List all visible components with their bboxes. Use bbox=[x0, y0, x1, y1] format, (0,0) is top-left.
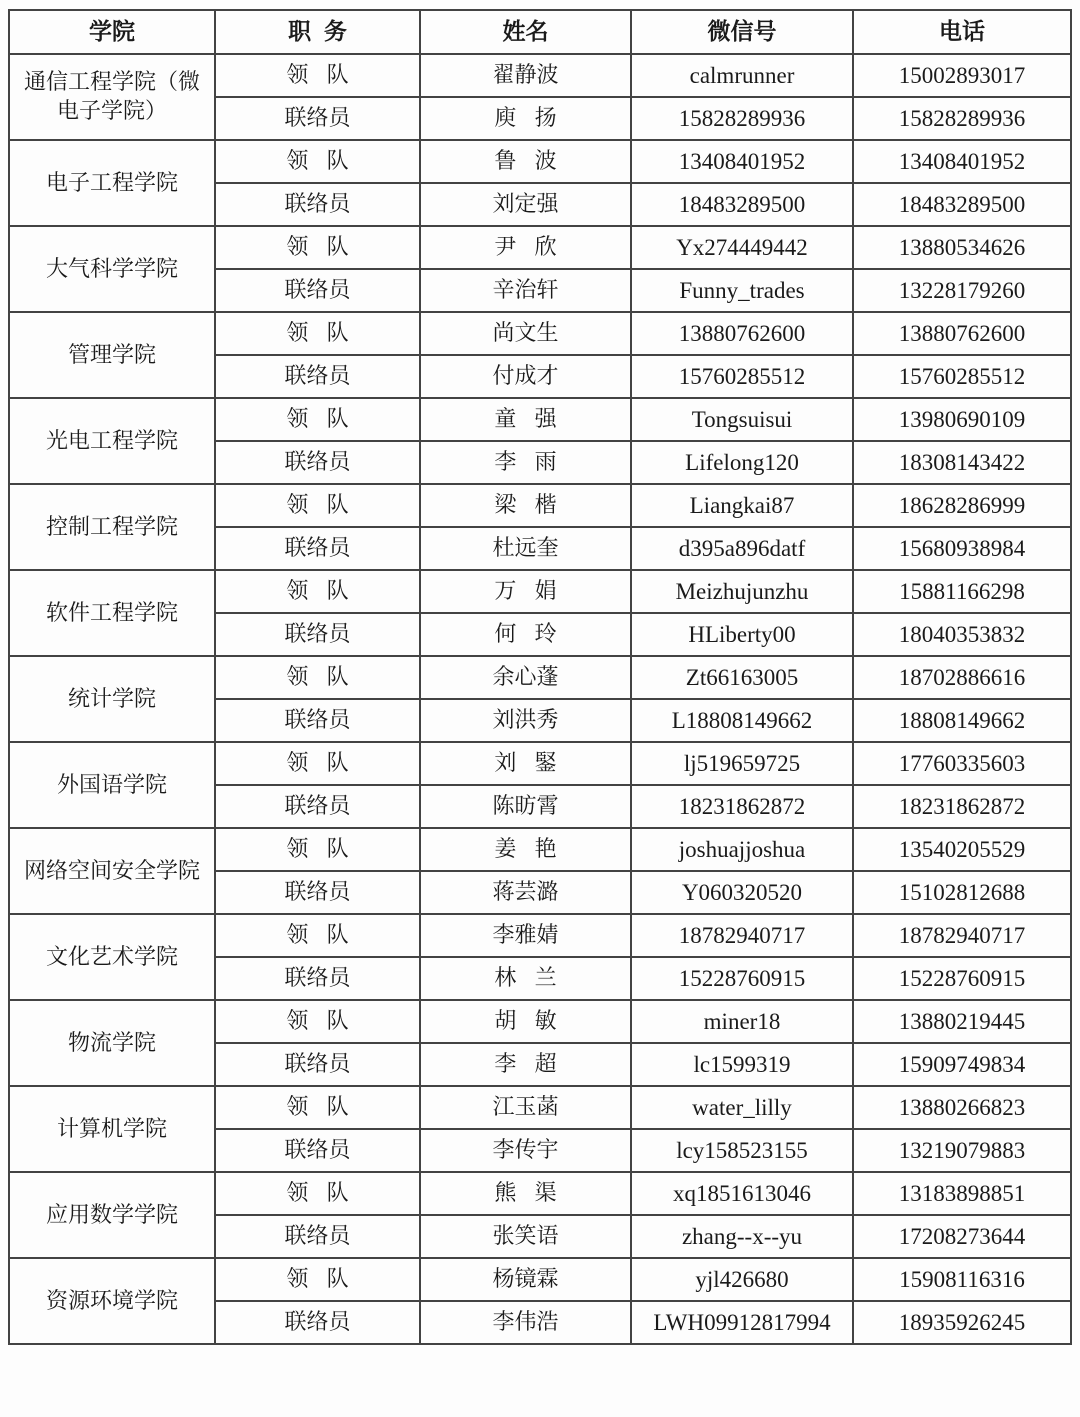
cell-name: 何 玲 bbox=[420, 613, 631, 656]
cell-college: 通信工程学院（微电子学院） bbox=[9, 54, 215, 140]
cell-college: 应用数学学院 bbox=[9, 1172, 215, 1258]
table-row bbox=[9, 742, 1071, 785]
cell-phone: 15828289936 bbox=[853, 97, 1071, 140]
cell-role: 领 队 bbox=[215, 914, 420, 957]
cell-name: 胡 敏 bbox=[420, 1000, 631, 1043]
cell-wechat: d395a896datf bbox=[631, 527, 853, 570]
cell-college: 电子工程学院 bbox=[9, 140, 215, 226]
cell-name: 杨镜霖 bbox=[420, 1258, 631, 1301]
cell-role: 联络员 bbox=[215, 1043, 420, 1086]
cell-role: 领 队 bbox=[215, 828, 420, 871]
cell-phone: 18935926245 bbox=[853, 1301, 1071, 1344]
cell-wechat: 18231862872 bbox=[631, 785, 853, 828]
cell-role: 联络员 bbox=[215, 527, 420, 570]
cell-name: 林 兰 bbox=[420, 957, 631, 1000]
cell-phone: 13540205529 bbox=[853, 828, 1071, 871]
cell-phone: 18782940717 bbox=[853, 914, 1071, 957]
cell-phone: 18231862872 bbox=[853, 785, 1071, 828]
cell-phone: 18702886616 bbox=[853, 656, 1071, 699]
cell-phone: 15002893017 bbox=[853, 54, 1071, 97]
table-row bbox=[9, 140, 1071, 183]
cell-college: 光电工程学院 bbox=[9, 398, 215, 484]
cell-college: 资源环境学院 bbox=[9, 1258, 215, 1344]
cell-role: 领 队 bbox=[215, 1172, 420, 1215]
cell-phone: 17760335603 bbox=[853, 742, 1071, 785]
cell-name: 刘洪秀 bbox=[420, 699, 631, 742]
cell-phone: 18808149662 bbox=[853, 699, 1071, 742]
header-wechat: 微信号 bbox=[631, 10, 853, 54]
cell-name: 余心蓬 bbox=[420, 656, 631, 699]
cell-wechat: lc1599319 bbox=[631, 1043, 853, 1086]
cell-role: 领 队 bbox=[215, 312, 420, 355]
cell-phone: 13880534626 bbox=[853, 226, 1071, 269]
cell-wechat: 13880762600 bbox=[631, 312, 853, 355]
cell-name: 陈昉霄 bbox=[420, 785, 631, 828]
cell-name: 鲁 波 bbox=[420, 140, 631, 183]
header-college: 学院 bbox=[9, 10, 215, 54]
cell-phone: 13219079883 bbox=[853, 1129, 1071, 1172]
table-row bbox=[9, 828, 1071, 871]
cell-name: 李 雨 bbox=[420, 441, 631, 484]
table-row bbox=[9, 398, 1071, 441]
cell-role: 联络员 bbox=[215, 355, 420, 398]
cell-role: 联络员 bbox=[215, 1301, 420, 1344]
cell-name: 江玉菡 bbox=[420, 1086, 631, 1129]
table-body bbox=[9, 54, 1071, 1344]
cell-college: 外国语学院 bbox=[9, 742, 215, 828]
cell-role: 联络员 bbox=[215, 269, 420, 312]
cell-wechat: Lifelong120 bbox=[631, 441, 853, 484]
cell-wechat: calmrunner bbox=[631, 54, 853, 97]
cell-role: 联络员 bbox=[215, 97, 420, 140]
table-header bbox=[9, 10, 1071, 54]
cell-phone: 15881166298 bbox=[853, 570, 1071, 613]
header-role: 职 务 bbox=[215, 10, 420, 54]
cell-phone: 15760285512 bbox=[853, 355, 1071, 398]
cell-name: 李伟浩 bbox=[420, 1301, 631, 1344]
cell-phone: 13880219445 bbox=[853, 1000, 1071, 1043]
cell-role: 联络员 bbox=[215, 871, 420, 914]
table-row bbox=[9, 226, 1071, 269]
cell-name: 付成才 bbox=[420, 355, 631, 398]
table-row bbox=[9, 484, 1071, 527]
cell-name: 李传宇 bbox=[420, 1129, 631, 1172]
cell-college: 统计学院 bbox=[9, 656, 215, 742]
cell-role: 领 队 bbox=[215, 656, 420, 699]
cell-name: 熊 渠 bbox=[420, 1172, 631, 1215]
contact-table bbox=[8, 9, 1072, 1345]
cell-role: 领 队 bbox=[215, 1258, 420, 1301]
cell-college: 网络空间安全学院 bbox=[9, 828, 215, 914]
cell-wechat: miner18 bbox=[631, 1000, 853, 1043]
header-phone: 电话 bbox=[853, 10, 1071, 54]
cell-wechat: Zt66163005 bbox=[631, 656, 853, 699]
cell-phone: 13408401952 bbox=[853, 140, 1071, 183]
cell-phone: 18308143422 bbox=[853, 441, 1071, 484]
cell-wechat: xq1851613046 bbox=[631, 1172, 853, 1215]
cell-wechat: lcy158523155 bbox=[631, 1129, 853, 1172]
cell-role: 领 队 bbox=[215, 398, 420, 441]
cell-wechat: Tongsuisui bbox=[631, 398, 853, 441]
cell-name: 刘定强 bbox=[420, 183, 631, 226]
cell-role: 领 队 bbox=[215, 140, 420, 183]
cell-wechat: water_lilly bbox=[631, 1086, 853, 1129]
cell-phone: 18483289500 bbox=[853, 183, 1071, 226]
cell-role: 领 队 bbox=[215, 570, 420, 613]
table-row bbox=[9, 1086, 1071, 1129]
table-row bbox=[9, 312, 1071, 355]
table-row bbox=[9, 1258, 1071, 1301]
cell-name: 庾 扬 bbox=[420, 97, 631, 140]
cell-name: 杜远奎 bbox=[420, 527, 631, 570]
cell-phone: 18040353832 bbox=[853, 613, 1071, 656]
cell-phone: 13183898851 bbox=[853, 1172, 1071, 1215]
table-row bbox=[9, 656, 1071, 699]
cell-name: 童 强 bbox=[420, 398, 631, 441]
cell-college: 计算机学院 bbox=[9, 1086, 215, 1172]
cell-wechat: Liangkai87 bbox=[631, 484, 853, 527]
cell-role: 联络员 bbox=[215, 1215, 420, 1258]
cell-role: 领 队 bbox=[215, 1086, 420, 1129]
cell-wechat: 13408401952 bbox=[631, 140, 853, 183]
cell-name: 李雅婧 bbox=[420, 914, 631, 957]
cell-phone: 18628286999 bbox=[853, 484, 1071, 527]
cell-wechat: LWH09912817994 bbox=[631, 1301, 853, 1344]
cell-phone: 13228179260 bbox=[853, 269, 1071, 312]
cell-phone: 15680938984 bbox=[853, 527, 1071, 570]
cell-college: 物流学院 bbox=[9, 1000, 215, 1086]
cell-role: 联络员 bbox=[215, 441, 420, 484]
cell-college: 软件工程学院 bbox=[9, 570, 215, 656]
header-row bbox=[9, 10, 1071, 54]
cell-name: 辛治轩 bbox=[420, 269, 631, 312]
cell-wechat: L18808149662 bbox=[631, 699, 853, 742]
cell-phone: 13980690109 bbox=[853, 398, 1071, 441]
cell-wechat: lj519659725 bbox=[631, 742, 853, 785]
cell-wechat: 18483289500 bbox=[631, 183, 853, 226]
cell-wechat: Meizhujunzhu bbox=[631, 570, 853, 613]
cell-phone: 13880762600 bbox=[853, 312, 1071, 355]
cell-name: 张笑语 bbox=[420, 1215, 631, 1258]
cell-name: 刘 鋻 bbox=[420, 742, 631, 785]
cell-role: 联络员 bbox=[215, 613, 420, 656]
header-name: 姓名 bbox=[420, 10, 631, 54]
cell-name: 尹 欣 bbox=[420, 226, 631, 269]
cell-name: 蒋芸潞 bbox=[420, 871, 631, 914]
cell-college: 管理学院 bbox=[9, 312, 215, 398]
cell-role: 领 队 bbox=[215, 1000, 420, 1043]
cell-wechat: 15828289936 bbox=[631, 97, 853, 140]
cell-role: 联络员 bbox=[215, 957, 420, 1000]
cell-role: 联络员 bbox=[215, 183, 420, 226]
cell-college: 控制工程学院 bbox=[9, 484, 215, 570]
cell-name: 梁 楷 bbox=[420, 484, 631, 527]
cell-wechat: 15760285512 bbox=[631, 355, 853, 398]
cell-phone: 15228760915 bbox=[853, 957, 1071, 1000]
cell-wechat: Yx274449442 bbox=[631, 226, 853, 269]
table-row bbox=[9, 54, 1071, 97]
cell-role: 领 队 bbox=[215, 54, 420, 97]
cell-role: 领 队 bbox=[215, 226, 420, 269]
cell-phone: 15908116316 bbox=[853, 1258, 1071, 1301]
cell-phone: 15102812688 bbox=[853, 871, 1071, 914]
cell-phone: 17208273644 bbox=[853, 1215, 1071, 1258]
cell-wechat: 15228760915 bbox=[631, 957, 853, 1000]
cell-name: 尚文生 bbox=[420, 312, 631, 355]
cell-role: 联络员 bbox=[215, 699, 420, 742]
cell-college: 文化艺术学院 bbox=[9, 914, 215, 1000]
cell-wechat: joshuajjoshua bbox=[631, 828, 853, 871]
table-row bbox=[9, 914, 1071, 957]
cell-wechat: 18782940717 bbox=[631, 914, 853, 957]
cell-name: 姜 艳 bbox=[420, 828, 631, 871]
cell-wechat: HLiberty00 bbox=[631, 613, 853, 656]
cell-wechat: zhang--x--yu bbox=[631, 1215, 853, 1258]
table-row bbox=[9, 1000, 1071, 1043]
cell-college: 大气科学学院 bbox=[9, 226, 215, 312]
cell-wechat: Funny_trades bbox=[631, 269, 853, 312]
cell-name: 万 娟 bbox=[420, 570, 631, 613]
cell-wechat: Y060320520 bbox=[631, 871, 853, 914]
table-row bbox=[9, 1172, 1071, 1215]
cell-role: 联络员 bbox=[215, 1129, 420, 1172]
cell-role: 领 队 bbox=[215, 484, 420, 527]
cell-wechat: yjl426680 bbox=[631, 1258, 853, 1301]
table-row bbox=[9, 570, 1071, 613]
cell-role: 联络员 bbox=[215, 785, 420, 828]
cell-name: 翟静波 bbox=[420, 54, 631, 97]
cell-name: 李 超 bbox=[420, 1043, 631, 1086]
cell-phone: 13880266823 bbox=[853, 1086, 1071, 1129]
cell-phone: 15909749834 bbox=[853, 1043, 1071, 1086]
cell-role: 领 队 bbox=[215, 742, 420, 785]
